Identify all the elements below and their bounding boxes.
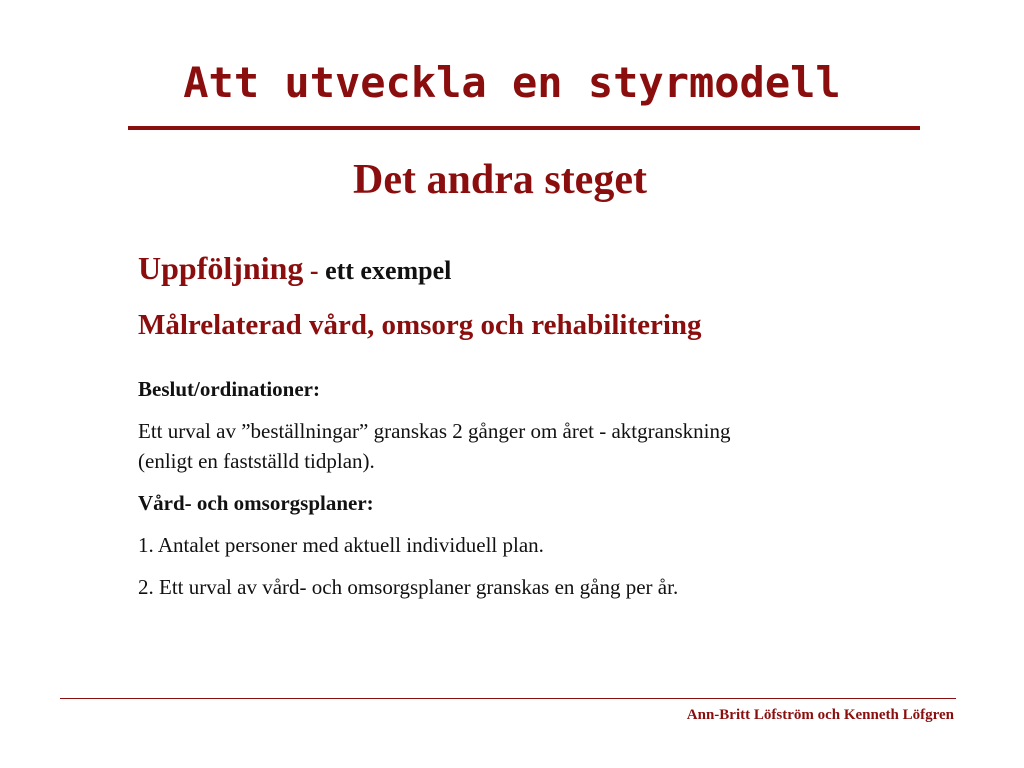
body-label-care-plans: Vård- och omsorgsplaner:	[138, 491, 374, 515]
body-label-decisions: Beslut/ordinationer:	[138, 377, 320, 401]
slide-title: Att utveckla en styrmodell	[183, 58, 841, 107]
section-heading-main: Uppföljning	[138, 250, 304, 286]
body-list-item-1: 1. Antalet personer med aktuell individuell plan.	[138, 533, 544, 557]
footer-authors: Ann-Britt Löfström och Kenneth Löfgren	[686, 707, 954, 723]
section-subheading: Målrelaterad vård, omsorg och rehabilitering	[138, 309, 702, 341]
body-paragraph-decisions	[138, 416, 898, 476]
body-list-item-2: 2. Ett urval av vård- och omsorgsplaner granskas en gång per år.	[138, 575, 679, 599]
body-paragraph-line: (enligt en fastställd tidplan).	[138, 449, 375, 473]
section-heading	[138, 250, 451, 287]
slide-subtitle: Det andra steget	[353, 157, 647, 203]
section-heading-rest: ett exempel	[325, 256, 452, 285]
body-content	[138, 374, 898, 614]
footer-divider	[60, 698, 956, 699]
section-heading-dash: -	[303, 256, 326, 285]
body-paragraph-line: Ett urval av ”beställningar” granskas 2 gånger om året - aktgranskning	[138, 419, 731, 443]
title-underline	[128, 126, 920, 130]
